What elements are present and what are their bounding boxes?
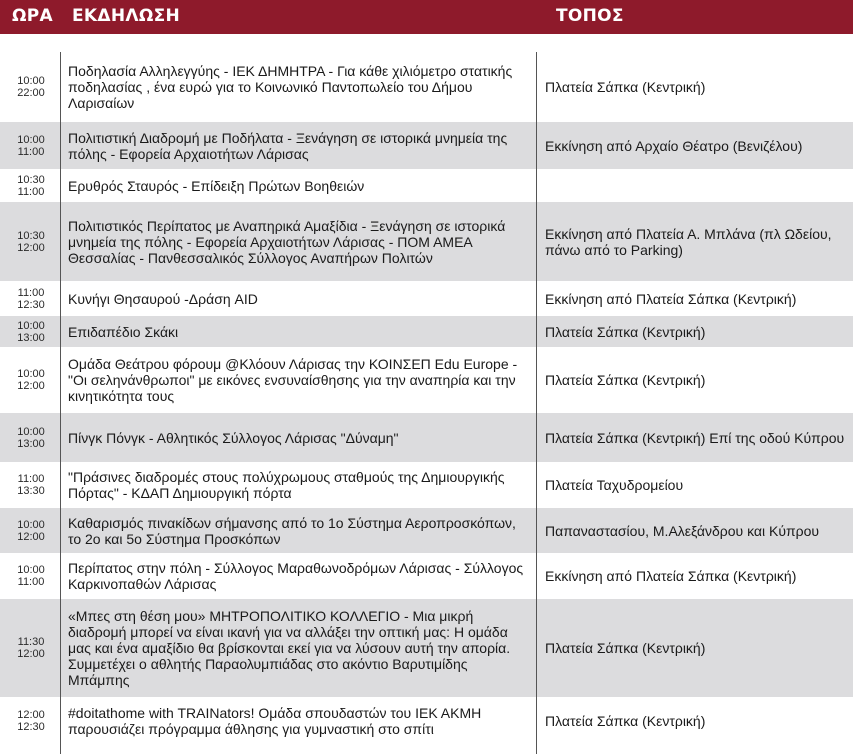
time-cell: 10:00 11:00 [17, 564, 45, 588]
time-cell: 12:00 12:30 [17, 708, 45, 733]
table-row [0, 281, 853, 316]
event-cell: Καθαρισμός πινακίδων σήμανσης από το 1ο Σύστημα Αεροπροσκόπων, το 2ο και 5ο Σύστημα Προσκόπων [68, 514, 516, 547]
place-cell: Πλατεία Σάπκα (Κεντρική) [545, 640, 706, 656]
place-cell: Πλατεία Σάπκα (Κεντρική) [545, 712, 706, 729]
time-cell: 11:00 13:30 [17, 473, 45, 497]
place-cell: Πλατεία Σάπκα (Κεντρική) [545, 79, 706, 95]
event-cell: Πολιτιστική Διαδρομή με Ποδήλατα - Ξενάγηση σε ιστορικά μνημεία της πόλης - Εφορεία Αρχαιοτήτων Λάρισας [68, 129, 508, 162]
time-cell: 10:00 12:00 [17, 518, 45, 543]
time-cell: 11:30 12:00 [17, 636, 45, 660]
time-cell: 10:30 12:00 [17, 229, 45, 254]
table-row [0, 316, 853, 347]
place-cell: Πλατεία Σάπκα (Κεντρική) [545, 323, 706, 340]
table-row [0, 202, 853, 281]
table-row [0, 697, 853, 744]
event-cell: Πίνγκ Πόνγκ - Αθλητικός Σύλλογος Λάρισας "Δύναμη" [68, 429, 399, 446]
event-cell: Πολιτιστικός Περίπατος με Αναπηρικά Αμαξίδια - Ξενάγηση σε ιστορικά μνημεία της πόλης - Εφορεία Αρχαιοτήτων Λάρισας - ΠΟΜ ΑΜΕΑ Θεσσαλίας - Πανθεσσαλικός Σύλλογος Αναπήρων Πολιτών [68, 217, 506, 266]
event-cell: Ομάδα Θεάτρου φόρουμ @Κλόουν Λάρισας την ΚΟΙΝΣΕΠ Edu Europe - "Οι σεληνάνθρωποι" με εικόνες ενσυναίσθησης για την αναπηρία και την κινητικότητα τους [68, 356, 518, 404]
event-cell: Ποδηλασία Αλληλεγγύης - ΙΕΚ ΔΗΜΗΤΡΑ - Για κάθε χιλιόμετρο στατικής ποδηλασίας , ένα ευρώ για το Κοινωνικό Παντοπωλείο του Δήμου Λαρισαίων [68, 63, 513, 111]
place-cell: Εκκίνηση από Πλατεία Α. Μπλάνα (πλ Ωδείου, πάνω από το Parking) [545, 225, 832, 258]
time-cell: 11:00 12:30 [17, 286, 45, 311]
place-cell: Εκκίνηση από Πλατεία Σάπκα (Κεντρική) [545, 568, 797, 584]
time-cell: 10:00 11:00 [17, 133, 45, 158]
event-cell: "Πράσινες διαδρομές στους πολύχρωμους σταθμούς της Δημιουργικής Πόρτας" - ΚΔΑΠ Δημιουργική πόρτα [68, 469, 505, 501]
table-row [0, 599, 853, 697]
table-row [0, 508, 853, 553]
header-event: ΕΚΔΗΛΩΣΗ [72, 6, 181, 26]
time-cell: 10:00 13:00 [17, 425, 45, 450]
header-place: ΤΟΠΟΣ [556, 6, 624, 26]
event-cell: Περίπατος στην πόλη - Σύλλογος Μαραθωνοδρόμων Λάρισας - Σύλλογος Καρκινοπαθών Λάρισας [68, 560, 524, 592]
table-row [0, 347, 853, 413]
event-cell: #doitathome with TRAINators! Ομάδα σπουδαστών του ΙΕΚ ΑΚΜΗ παρουσιάζει πρόγραμμα άθλησης για γυμναστική στο σπίτι [68, 704, 482, 737]
place-cell: Παπαναστασίου, Μ.Αλεξάνδρου και Κύπρου [545, 522, 820, 539]
table-header [0, 0, 853, 34]
schedule-table [0, 52, 853, 744]
table-row [0, 553, 853, 599]
table-row [0, 52, 853, 122]
place-cell: Πλατεία Σάπκα (Κεντρική) Επί της οδού Κύπρου [545, 429, 845, 446]
place-cell: Πλατεία Σάπκα (Κεντρική) [545, 372, 706, 388]
column-divider-place [536, 52, 537, 754]
event-cell: Κυνήγι Θησαυρού -Δράση AID [68, 290, 258, 307]
table-row [0, 413, 853, 462]
table-row [0, 122, 853, 169]
table-row [0, 169, 853, 202]
time-cell: 10:00 22:00 [17, 75, 45, 99]
event-cell: Ερυθρός Σταυρός - Επίδειξη Πρώτων Βοηθειών [68, 177, 365, 194]
place-cell: Πλατεία Ταχυδρομείου [545, 477, 684, 493]
time-cell: 10:30 11:00 [17, 173, 45, 198]
place-cell: Εκκίνηση από Αρχαίο Θέατρο (Βενιζέλου) [545, 137, 803, 154]
event-cell: Επιδαπέδιο Σκάκι [68, 323, 179, 340]
time-cell: 10:00 13:00 [17, 319, 45, 344]
place-cell: Εκκίνηση από Πλατεία Σάπκα (Κεντρική) [545, 290, 797, 307]
header-time: ΩΡΑ [12, 6, 53, 26]
event-cell: «Μπες στη θέση μου» ΜΗΤΡΟΠΟΛΙΤΙΚΟ ΚΟΛΛΕΓΙΟ - Μια μικρή διαδρομή μπορεί να είναι ικανή για να αλλάξει την οπτική μας: Η ομάδα μας και ένα αμαξίδιο θα βρίσκονται εκεί για να λύσουν αυτή την απορία. Συμμετέχει ο αθλητής Παραολυμπιάδας στο ακόντιο Βαρυτιμίδης Μπάμπης [68, 608, 511, 688]
table-row [0, 462, 853, 508]
time-cell: 10:00 12:00 [17, 368, 45, 392]
column-divider-time [60, 52, 61, 754]
